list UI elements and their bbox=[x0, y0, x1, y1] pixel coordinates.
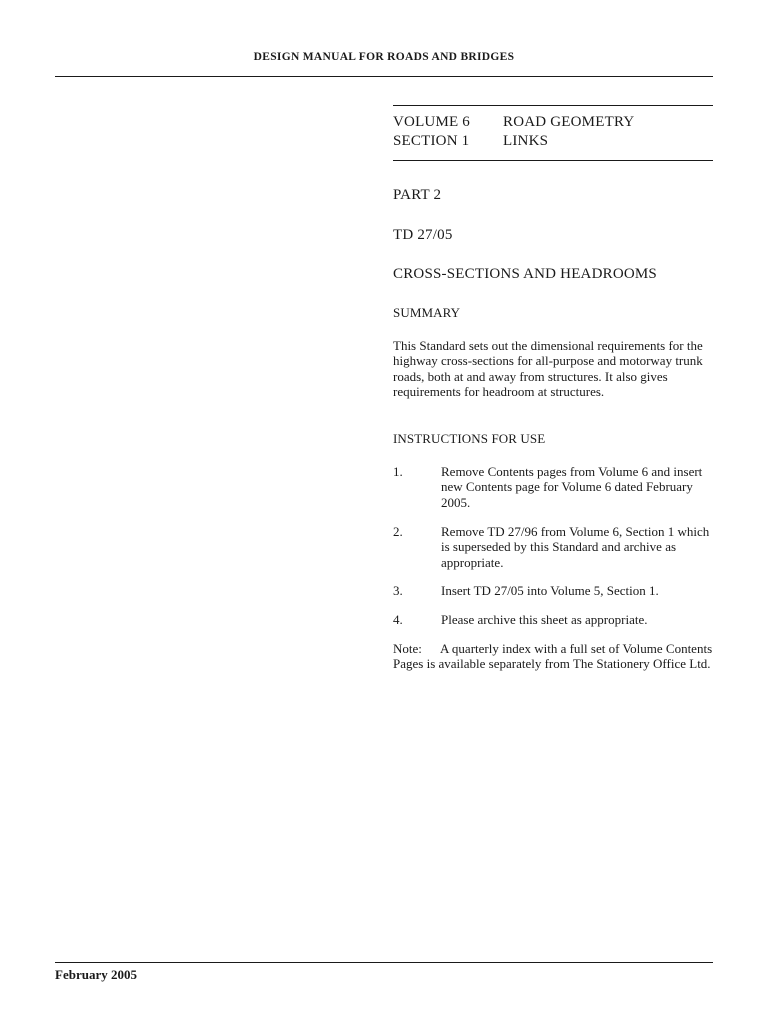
instruction-text: Insert TD 27/05 into Volume 5, Section 1. bbox=[441, 583, 659, 598]
note bbox=[393, 641, 715, 672]
document-code: TD 27/05 bbox=[393, 227, 453, 243]
instruction-text: Remove TD 27/96 from Volume 6, Section 1 which is superseded by this Standard and archive as appropriate. bbox=[441, 524, 710, 570]
volume-label: VOLUME 6 bbox=[393, 114, 471, 130]
instruction-text: Please archive this sheet as appropriate. bbox=[441, 612, 648, 627]
instruction-number: 4. bbox=[393, 612, 403, 627]
note-text: A quarterly index with a full set of Volume Contents Pages is available separately from The Stationery Office Ltd. bbox=[393, 641, 713, 672]
section-title: LINKS bbox=[503, 133, 549, 149]
volume-rule-top bbox=[393, 105, 713, 106]
instruction-text: Remove Contents pages from Volume 6 and insert new Contents page for Volume 6 dated February 2005. bbox=[441, 464, 703, 510]
instruction-number: 1. bbox=[393, 464, 403, 479]
volume-rule-bottom bbox=[393, 160, 713, 161]
footer-date: February 2005 bbox=[55, 967, 137, 982]
manual-title: DESIGN MANUAL FOR ROADS AND BRIDGES bbox=[253, 51, 515, 63]
volume-title: ROAD GEOMETRY bbox=[503, 114, 635, 130]
header-rule bbox=[55, 76, 713, 77]
footer-rule bbox=[55, 962, 713, 963]
section-label: SECTION 1 bbox=[393, 133, 470, 149]
summary-heading: SUMMARY bbox=[393, 305, 461, 320]
instructions-heading: INSTRUCTIONS FOR USE bbox=[393, 431, 546, 446]
note-label: Note: bbox=[393, 641, 422, 656]
document-title: CROSS-SECTIONS AND HEADROOMS bbox=[393, 266, 657, 282]
instruction-number: 3. bbox=[393, 583, 403, 598]
summary-text: This Standard sets out the dimensional requirements for the highway cross-sections for all-purpose and motorway trunk roads, both at and away from structures. It also gives requirements for headroom at structures. bbox=[393, 338, 703, 400]
instruction-number: 2. bbox=[393, 524, 403, 539]
part-heading: PART 2 bbox=[393, 187, 442, 203]
